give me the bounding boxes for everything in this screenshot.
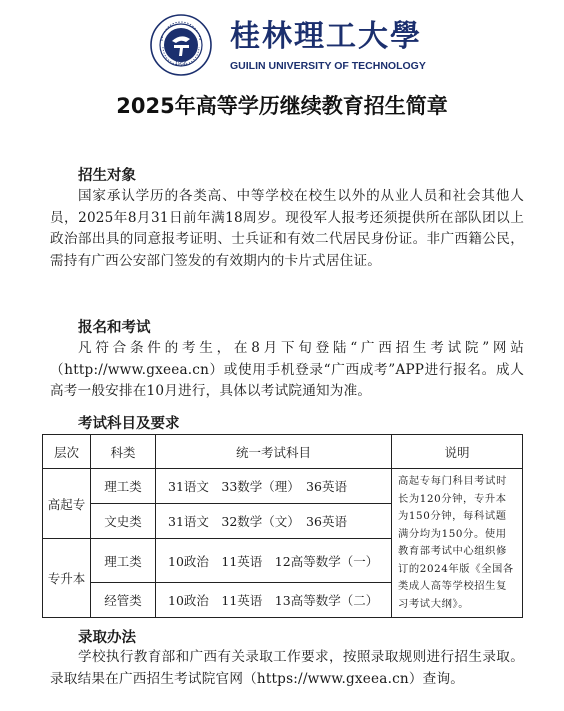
page-title: 2025年高等学历继续教育招生简章	[116, 94, 448, 118]
subjects-cell: 10政治 11英语 12高等数学（一）	[156, 539, 392, 583]
level-cell: 专升本	[43, 539, 91, 618]
heading-target: 招生对象	[78, 168, 136, 184]
brand-name-en: GUILIN UNIVERSITY OF TECHNOLOGY	[230, 60, 426, 72]
table-row	[43, 469, 523, 504]
university-logo	[150, 14, 426, 76]
col-header-subjects: 统一考试科目	[156, 435, 392, 469]
university-seal-icon	[150, 14, 212, 76]
subjects-cell: 31语文 33数学（理） 36英语	[156, 469, 392, 504]
level-cell: 高起专	[43, 469, 91, 539]
table-header-row	[43, 435, 523, 469]
col-header-note: 说明	[392, 435, 523, 469]
brand-name-cn: 桂林理工大學	[230, 19, 422, 54]
subjects-cell: 31语文 32数学（文） 36英语	[156, 504, 392, 539]
note-cell: 高起专每门科目考试时长为120分钟，专升本为150分钟，每科试题满分均为150分。使用教育部考试中心组织修订的2024年版《全国各类成人高等学校招生复习考试大纲》。	[392, 469, 523, 618]
heading-registration: 报名和考试	[78, 320, 151, 336]
exam-table	[42, 434, 523, 618]
heading-admission: 录取办法	[78, 630, 136, 646]
category-cell: 理工类	[91, 469, 156, 504]
paragraph-target: 国家承认学历的各类高、中等学校在校生以外的从业人员和社会其他人员，2025年8月31日前年满18周岁。现役军人报考还须提供所在部队团以上政治部出具的同意报考证明、士兵证和有效二代居民身份证。非广西籍公民，需持有广西公安部门签发的有效期内的卡片式居住证。	[50, 188, 524, 270]
category-cell: 文史类	[91, 504, 156, 539]
col-header-level: 层次	[43, 435, 91, 469]
category-cell: 经管类	[91, 583, 156, 618]
paragraph-registration: 凡符合条件的考生，在8月下旬登陆“广西招生考试院”网站（http://www.gxeea.cn）或使用手机登录“广西成考”APP进行报名。成人高考一般安排在10月进行，具体以考试院通知为准。	[50, 340, 524, 400]
category-cell: 理工类	[91, 539, 156, 583]
paragraph-admission: 学校执行教育部和广西有关录取工作要求，按照录取规则进行招生录取。录取结果在广西招生考试院官网（https://www.gxeea.cn）查询。	[50, 649, 524, 687]
svg-text:1956: 1956	[175, 62, 187, 67]
subjects-cell: 10政治 11英语 13高等数学（二）	[156, 583, 392, 618]
col-header-category: 科类	[91, 435, 156, 469]
heading-exam: 考试科目及要求	[78, 416, 180, 432]
